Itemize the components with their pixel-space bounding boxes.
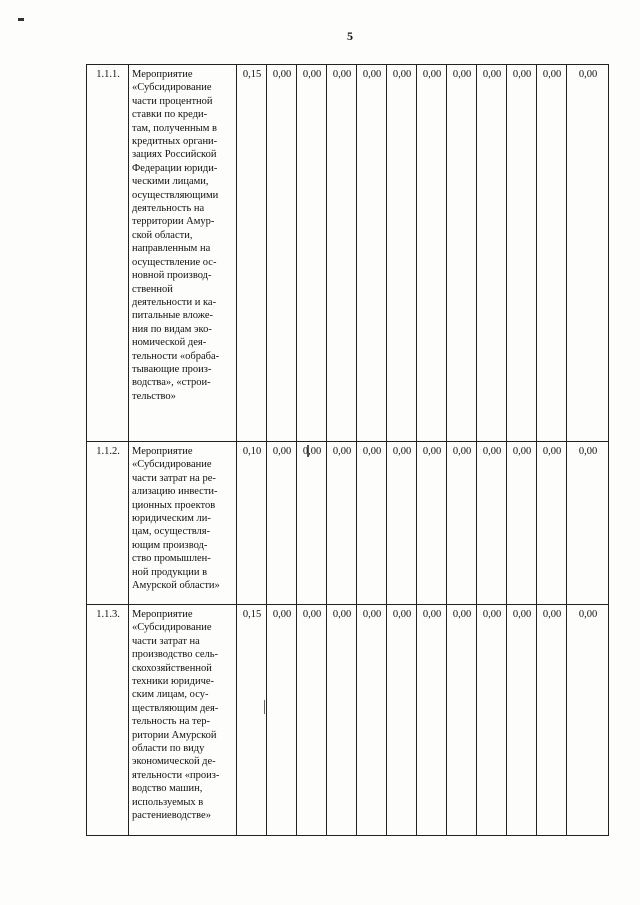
value-cell: 0,00	[267, 605, 297, 836]
value-cell: 0,00	[267, 442, 297, 605]
value-cell: 0,00	[447, 442, 477, 605]
value-cell: 0,00	[297, 442, 327, 605]
value-cell: 0,00	[477, 442, 507, 605]
row-number: 1.1.1.	[87, 65, 129, 442]
measure-name-cell	[129, 605, 237, 836]
value-cell: 0,00	[297, 605, 327, 836]
measure-name: Мероприятие «Субсидирование части затрат на производство сель- скохозяйственной техники юридиче- ским лицам, осу- ществляющим дея- тельность на тер- ритории Амурской области по виду экономической де- ятельности «произ- водство машин, используемых в растениеводстве»	[132, 609, 220, 822]
value-cell: 0,00	[417, 65, 447, 442]
value-cell: 0,00	[357, 65, 387, 442]
value-cell: 0,00	[387, 65, 417, 442]
measure-name: Мероприятие «Субсидирование части процентной ставки по креди- там, полученным в кредитных органи- зациях Российской Федерации юриди- ческими лицами, осуществляющими деятельность на территории Амур- ской области, направленным на осуществление ос- новной производ- ственной деятельности и ка- питальные вложе- ния по видам эко- номической дея- тельности «обраба- тывающие произ- водства», «строи- тельство»	[132, 69, 220, 402]
value-cell: 0,00	[357, 442, 387, 605]
scan-speck	[18, 18, 24, 21]
value-cell: 0,10	[237, 442, 267, 605]
table-row	[87, 605, 609, 836]
measure-name-cell	[129, 65, 237, 442]
value-cell: 0,00	[567, 605, 609, 836]
value-cell: 0,00	[417, 605, 447, 836]
value-cell: 0,00	[507, 605, 537, 836]
value-cell: 0,00	[387, 605, 417, 836]
value-cell: 0,00	[507, 65, 537, 442]
table-row	[87, 442, 609, 605]
row-number: 1.1.2.	[87, 442, 129, 605]
value-cell: 0,00	[357, 605, 387, 836]
value-cell: 0,00	[387, 442, 417, 605]
value-cell: 0,00	[537, 65, 567, 442]
value-cell: 0,00	[267, 65, 297, 442]
value-cell: 0,00	[477, 605, 507, 836]
value-cell: 0,00	[417, 442, 447, 605]
value-cell: 0,15	[237, 65, 267, 442]
value-cell: 0,00	[447, 605, 477, 836]
value-cell: 0,00	[297, 65, 327, 442]
measure-name-cell	[129, 442, 237, 605]
value-cell: 0,00	[447, 65, 477, 442]
table-row	[87, 65, 609, 442]
value-cell: 0,00	[327, 442, 357, 605]
value-cell: 0,00	[537, 605, 567, 836]
value-cell: 0,00	[327, 65, 357, 442]
value-cell: 0,00	[567, 65, 609, 442]
row-number: 1.1.3.	[87, 605, 129, 836]
value-cell: 0,00	[477, 65, 507, 442]
value-cell: 0,00	[327, 605, 357, 836]
page-number: 5	[347, 29, 353, 43]
value-cell: 0,15	[237, 605, 267, 836]
measure-name: Мероприятие «Субсидирование части затрат на ре- ализацию инвести- ционных проектов юридическим ли- цам, осуществля- ющим производ- ство промышлен- ной продукции в Амурской области»	[132, 446, 220, 592]
value-cell: 0,00	[507, 442, 537, 605]
value-cell: 0,00	[537, 442, 567, 605]
value-cell: 0,00	[567, 442, 609, 605]
data-table	[86, 64, 609, 836]
